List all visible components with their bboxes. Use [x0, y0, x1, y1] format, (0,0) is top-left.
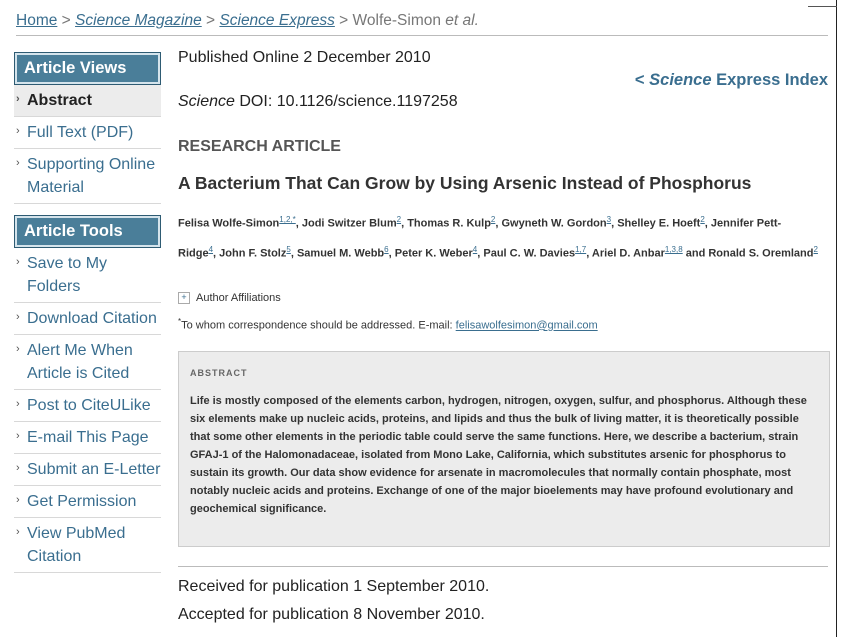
doi-line [178, 93, 458, 111]
author-affiliation-link[interactable]: 1,7 [575, 244, 587, 254]
published-date: Published Online 2 December 2010 [178, 49, 431, 66]
author-name: John F. Stolz [219, 247, 287, 260]
sidebar-item-label: E-mail This Page [27, 429, 149, 446]
sidebar [14, 52, 161, 573]
sidebar-item-submit-eletter[interactable] [14, 454, 161, 486]
abstract-text: Life is mostly composed of the elements carbon, hydrogen, nitrogen, oxygen, sulfur, and phosphorus. Although these six elements make up nucleic acids, proteins, and lipids and thus the bulk of living matter, it is theoretically possible that some other elements in the periodic table could serve the same functions. Here, we describe a bacterium, strain GFAJ-1 of the Halomonadaceae, isolated from Mono Lake, California, which substitutes arsenic for phosphorus to sustain its growth. Our data show evidence for arsenate in macromolecules that normally contain phosphate, most notably nucleic acids and proteins. Exchange of one of the major bioelements may have profound evolutionary and geochemical significance. [190, 395, 807, 515]
sidebar-item-supporting-material[interactable] [14, 149, 161, 204]
article-title: A Bacterium That Can Grow by Using Arsenic Instead of Phosphorus [178, 173, 752, 193]
correspondence-email-link[interactable]: felisawolfesimon@gmail.com [455, 319, 598, 332]
article-views-heading: Article Views [14, 52, 161, 85]
sidebar-item-label: Abstract [27, 92, 92, 109]
breadcrumb-current-name: Wolfe-Simon [352, 12, 441, 29]
correspondence-star: * [178, 317, 182, 326]
sidebar-item-post-to-citeulike[interactable] [14, 390, 161, 422]
article-type: RESEARCH ARTICLE [178, 138, 341, 155]
sidebar-item-label: Save to My Folders [27, 255, 108, 295]
author-name: Samuel M. Webb [296, 247, 385, 260]
abstract-heading: ABSTRACT [190, 368, 248, 378]
correspondence-note [178, 317, 598, 332]
received-date: Received for publication 1 September 2010. [178, 578, 490, 595]
sidebar-item-label: Supporting Online Material [27, 156, 156, 196]
author-affiliation-link[interactable]: 2 [813, 244, 818, 254]
article-tools-list [14, 248, 161, 573]
chevron-right-icon: › [16, 462, 20, 474]
breadcrumb-express-link[interactable] [219, 12, 334, 29]
author-affiliation-link[interactable]: 2 [396, 215, 402, 224]
chevron-right-icon: › [16, 398, 20, 410]
sidebar-item-abstract[interactable] [14, 85, 161, 117]
breadcrumb-magazine-link[interactable] [75, 12, 202, 29]
breadcrumb-separator: > [339, 12, 349, 29]
chevron-right-icon: › [16, 125, 20, 137]
sidebar-item-label: Get Permission [27, 493, 137, 510]
author-affiliation-link[interactable]: 4 [208, 244, 214, 254]
breadcrumb-magazine-text[interactable]: Science Magazine [75, 12, 202, 29]
author-name: Peter K. Weber [394, 247, 473, 260]
sidebar-item-download-citation[interactable] [14, 303, 161, 335]
index-prefix: < [634, 71, 645, 89]
doi-journal: Science [178, 93, 235, 110]
sidebar-item-label: Alert Me When Article is Cited [27, 342, 133, 382]
chevron-right-icon: › [16, 256, 20, 268]
doi-text: DOI: 10.1126/science.1197258 [239, 93, 458, 110]
expand-plus-icon[interactable]: + [178, 292, 190, 304]
accepted-date: Accepted for publication 8 November 2010. [178, 606, 485, 623]
chevron-right-icon: › [16, 430, 20, 442]
chevron-right-icon: › [16, 311, 20, 323]
chevron-right-icon: › [16, 157, 20, 169]
author-affiliation-link[interactable]: 4 [472, 244, 478, 254]
author-name: Felisa Wolfe-Simon [178, 217, 280, 230]
express-index-link[interactable] [635, 71, 828, 90]
chevron-right-icon: › [16, 343, 20, 355]
sidebar-item-label: Full Text (PDF) [27, 124, 134, 141]
breadcrumb [16, 12, 479, 30]
breadcrumb-separator: > [61, 12, 71, 29]
dates-divider [178, 566, 828, 567]
author-name: Shelley E. Hoeft [617, 217, 701, 230]
author-affiliation-link[interactable]: 6 [384, 244, 389, 254]
author-name: Ariel D. Anbar [591, 247, 665, 260]
author-name: Paul C. W. Davies [483, 247, 576, 260]
author-affiliation-link[interactable]: 3 [606, 215, 612, 224]
author-name: Jennifer Pett-Ridge [178, 217, 782, 260]
article-views-list [14, 85, 161, 204]
article-tools-heading: Article Tools [14, 215, 161, 248]
sidebar-item-label: Submit an E-Letter [27, 461, 161, 478]
author-list: Felisa Wolfe-Simon$^{1,2,*}$, Jodi Switzer Blum$^2$, Thomas R. Kulp$^2$, Gwyneth W. Gordon$^3$, Shelley E. Hoeft$^2$, Jennifer Pett-Ridge$^4$, John F. Stolz$^5$, Samuel M. Webb$^6$, Peter K. Weber$^4$, Paul C. W. Davies$^{1,7}$, Ariel D. Anbar$^{1,3,8}$ and Ronald S. Oremland$^2$ [178, 215, 818, 260]
breadcrumb-current [353, 12, 479, 29]
sidebar-item-email-page[interactable] [14, 422, 161, 454]
sidebar-item-get-permission[interactable] [14, 486, 161, 518]
chevron-right-icon: › [16, 93, 20, 105]
breadcrumb-separator: > [206, 12, 216, 29]
author-affiliation-link[interactable]: 5 [286, 244, 291, 254]
chevron-right-icon: › [16, 494, 20, 506]
correspondence-text: To whom correspondence should be addressed. E-mail: [181, 319, 453, 332]
author-affiliation-link[interactable]: 2 [700, 215, 705, 224]
and-word: and [685, 247, 706, 260]
sidebar-item-alert-when-cited[interactable] [14, 335, 161, 390]
breadcrumb-express-text[interactable]: Science Express [219, 12, 335, 29]
sidebar-item-full-text-pdf[interactable] [14, 117, 161, 149]
sidebar-item-view-pubmed[interactable] [14, 518, 161, 573]
author-name: Jodi Switzer Blum [301, 217, 397, 230]
author-affiliations-label: Author Affiliations [196, 292, 281, 304]
author-name: Ronald S. Oremland [708, 247, 814, 260]
index-science: Science [649, 71, 712, 89]
author-affiliation-link[interactable]: 1,3,8 [664, 244, 683, 254]
author-name: Thomas R. Kulp [407, 217, 491, 230]
breadcrumb-current-etal: et al. [445, 12, 479, 29]
sidebar-item-label: View PubMed Citation [27, 525, 126, 565]
breadcrumb-home-link[interactable]: Home [16, 12, 58, 29]
header-divider [16, 35, 828, 36]
sidebar-item-label: Post to CiteULike [27, 397, 151, 414]
window-right-border [836, 0, 837, 637]
abstract-box [178, 351, 830, 547]
sidebar-item-save-to-folders[interactable] [14, 248, 161, 303]
index-rest: Express Index [716, 71, 828, 89]
author-affiliation-link[interactable]: 1,2,* [279, 215, 296, 224]
window-top-border [808, 6, 837, 7]
chevron-right-icon: › [16, 526, 20, 538]
author-affiliation-link[interactable]: 2 [490, 215, 496, 224]
author-affiliations-toggle[interactable] [178, 292, 281, 304]
author-name: Gwyneth W. Gordon [501, 217, 607, 230]
sidebar-item-label: Download Citation [27, 310, 157, 327]
